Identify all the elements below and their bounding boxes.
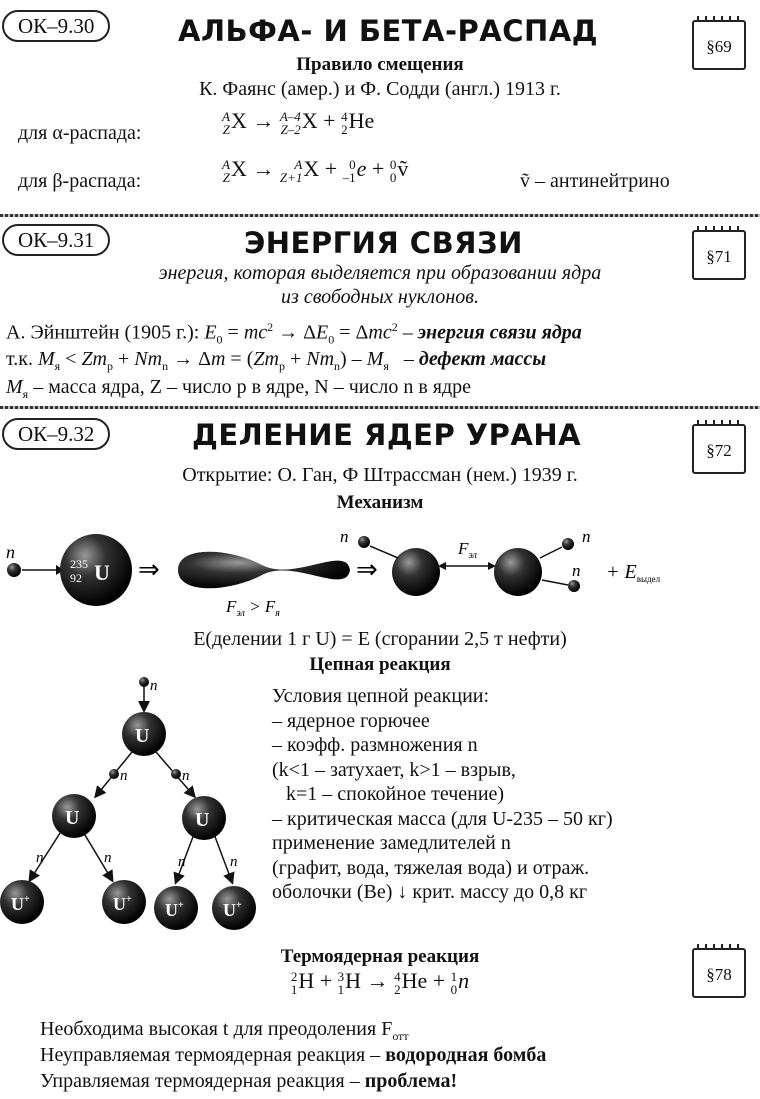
condition-line: – ядерное горючее	[272, 709, 430, 732]
antineutrino-note: ṽ – антинейтрино	[520, 170, 670, 192]
deformed-nucleus	[178, 552, 350, 589]
controlled-line	[40, 1070, 457, 1093]
divider-2	[0, 406, 760, 409]
condition-line: – коэфф. размножения n	[272, 734, 478, 756]
chain-neutron-left	[109, 769, 119, 779]
paragraph-badge-71: §71	[692, 230, 746, 280]
definition-line-2: из свободных нуклонов.	[281, 286, 479, 308]
condition-line: Условия цепной реакции:	[272, 685, 490, 707]
condition-line: – критическая масса (для U-235 – 50 кг)	[272, 807, 613, 830]
rule-authors: К. Фаянс (амер.) и Ф. Содди (англ.) 1913 г.	[199, 78, 561, 100]
condition-line: (k<1 – затухает, k>1 – взрыв,	[272, 758, 516, 781]
chain-uranium-2-label: U	[65, 807, 80, 829]
uranium-symbol: U	[94, 560, 110, 585]
emitted-neutron-label-1: n	[340, 527, 349, 546]
chain-uranium-4-label: U+	[11, 894, 30, 914]
mass-defect-term: дефект массы	[418, 348, 547, 370]
chain-uranium-5-label: U+	[113, 894, 132, 914]
emitted-neutron-1	[358, 536, 370, 548]
section-tag-9-32: ОК–9.32	[2, 418, 110, 450]
chain-reaction-heading: Цепная реакция	[309, 654, 451, 675]
incoming-neutron	[7, 563, 21, 577]
emitted-neutron-track-2	[540, 547, 562, 558]
nucleus-notation-line: $M_я$ – масса ядра, Z – число p в ядре, N – число n в ядре	[6, 376, 472, 401]
chain-uranium-3-label: U	[195, 809, 210, 831]
condition-line: применение замедлителей n	[272, 832, 511, 854]
binding-energy-term: энергия связи ядра	[417, 321, 582, 344]
electric-force-label: $F_{эл}$	[458, 539, 477, 561]
divider-1	[0, 214, 760, 217]
chain-neutron-right	[171, 769, 181, 779]
chain-branch-label-2: n	[104, 850, 112, 866]
paragraph-badge-69: §69	[692, 20, 746, 70]
fission-mechanism-diagram	[0, 520, 760, 620]
emitted-neutron-3	[568, 580, 580, 592]
controlled-text: Управляемая термоядерная реакция –	[40, 1070, 360, 1092]
uncontrolled-text: Неуправляемая термоядерная реакция –	[40, 1044, 381, 1066]
section-tag-9-31: ОК–9.31	[2, 224, 110, 256]
requirement-line: Необходима высокая t для преодоления $F_{отт}$	[40, 1018, 409, 1043]
discovery-line: Открытие: О. Ган, Ф Штрассман (нем.) 1939 г.	[182, 464, 578, 486]
section-tag-9-30: ОК–9.30	[2, 10, 110, 42]
alpha-label: для α-распада:	[18, 122, 142, 144]
emitted-neutron-2	[562, 538, 574, 550]
nucleus-notation-text: масса ядра, Z – число p в ядре, N – число n в ядре	[48, 376, 472, 398]
chain-branch-label-1: n	[36, 850, 44, 866]
chain-neutron-right-label: n	[182, 768, 190, 784]
section-title-uranium-fission: ДЕЛЕНИЕ ЯДЕР УРАНА	[192, 418, 582, 452]
u92-label: 92	[70, 571, 82, 585]
chain-neutron-label-top: n	[150, 678, 158, 694]
requirement-text: Необходима высокая t для преодоления F	[40, 1018, 393, 1040]
implies-arrow-2: ⇒	[356, 555, 378, 584]
section-title-alpha-beta: АЛЬФА- И БЕТА-РАСПАД	[178, 14, 599, 48]
chain-uranium-1-label: U	[135, 725, 150, 747]
chain-neutron-left-label: n	[120, 768, 128, 784]
section-title-binding-energy: ЭНЕРГИЯ СВЯЗИ	[244, 226, 523, 260]
chain-reaction-diagram	[0, 670, 270, 940]
definition-line-1: энергия, которая выделяется при образовании ядра	[158, 262, 602, 284]
chain-uranium-7-label: U+	[223, 900, 242, 920]
paragraph-badge-72: §72	[692, 424, 746, 474]
alpha-formula: A Z X → A–4 Z–2 X + 4 2 He	[222, 108, 375, 137]
released-energy: + $E_{выдел}$	[606, 561, 661, 584]
mechanism-heading: Механизм	[336, 492, 424, 513]
force-comparison: $F_{эл} > F_я$	[226, 597, 280, 619]
mass-defect-line: т.к. $M_я < Zm_p + Nm_n \to \Delta m = (Zm_p + Nm_n) - M_я$ – дефект массы	[6, 348, 547, 373]
fragment-left	[392, 548, 440, 596]
einstein-label: А. Эйнштейн (1905 г.):	[6, 321, 200, 344]
chain-conditions-list	[272, 684, 613, 905]
chain-uranium-6-label: U+	[165, 900, 184, 920]
fragment-right	[494, 548, 542, 596]
problem-word: проблема!	[364, 1070, 458, 1092]
hydrogen-bomb: водородная бомба	[385, 1044, 547, 1066]
rule-heading: Правило смещения	[296, 54, 464, 75]
chain-branch-label-4: n	[230, 854, 238, 870]
chain-branch-label-3: n	[178, 854, 186, 870]
tk-label: т.к.	[6, 348, 33, 370]
uncontrolled-line	[40, 1044, 546, 1067]
beta-formula: A Z X → A Z+1 X + 0 –1 e + 0 0 ṽ	[222, 156, 409, 185]
emitted-neutron-track-3	[542, 580, 568, 585]
condition-line: оболочки (Be) ↓ крит. массу до 0,8 кг	[272, 881, 588, 903]
paragraph-badge-78: §78	[692, 948, 746, 998]
u235-label: 235	[70, 557, 88, 571]
neutron-label: n	[6, 542, 15, 562]
beta-label: для β-распада:	[18, 170, 142, 192]
condition-line: (графит, вода, тяжелая вода) и отраж.	[272, 856, 590, 879]
energy-equivalence: E(делении 1 г U) = E (сгорании 2,5 т нефти)	[193, 628, 567, 650]
implies-arrow-1: ⇒	[138, 555, 160, 584]
thermonuclear-heading: Термоядерная реакция	[280, 946, 480, 967]
emitted-neutron-label-3: n	[572, 561, 581, 580]
chain-neutron-top	[139, 677, 149, 687]
fusion-formula: 2 1 H + 3 1 H → 4 2 He + 1 0 n	[290, 968, 470, 997]
condition-line: k=1 – спокойное течение)	[286, 783, 505, 805]
emitted-neutron-label-2: n	[582, 527, 591, 546]
einstein-line: А. Эйнштейн (1905 г.): $E_0 = mc^2 \to \Delta E_0 = \Delta mc^2$ – энергия связи ядра	[6, 320, 582, 347]
